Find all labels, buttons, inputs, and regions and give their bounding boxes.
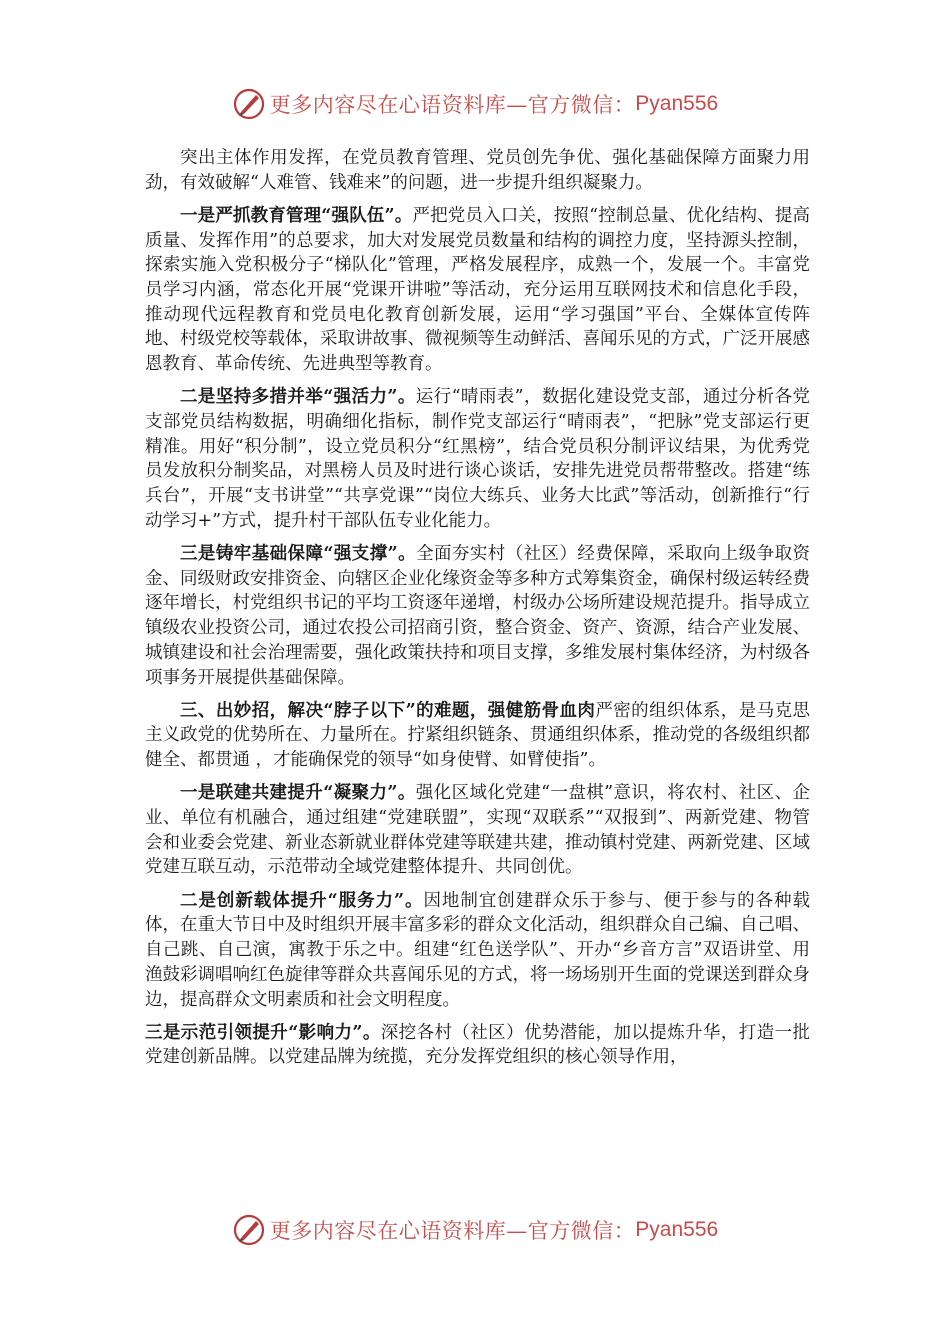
paragraph [145, 146, 810, 195]
section-heading: 三、出妙招，解决“脖子以下”的难题，强健筋骨血肉 [180, 700, 596, 721]
paragraph [145, 542, 810, 690]
paragraph-body: 强化区域化党建“一盘棋”意识，将农村、社区、企业、单位有机融合，通过组建“党建联盟”，实现“双联系”“双报到”、两新党建、物管会和业委会党建、新业态新就业群体党建等联建共建，推动镇村党建、两新党建、区域党建互联互动，示范带动全域党建整体提升、共同创优。 [145, 783, 810, 878]
paragraph-body: 全面夯实村（社区）经费保障，采取向上级争取资金、同级财政安排资金、向辖区企业化缘资金等多种方式筹集资金，确保村级运转经费逐年增长，村党组织书记的平均工资逐年递增，村级办公场所建设规范提升。指导成立镇级农业投资公司，通过农投公司招商引资，整合资金、资产、资源，结合产业发展、城镇建设和社会治理需要，强化政策扶持和项目支撑，多维发展村集体经济，为村级各项事务开展提供基础保障。 [145, 544, 810, 688]
paragraph [145, 1021, 810, 1070]
paragraph-lead: 一是联建共建提升“凝聚力”。 [180, 783, 416, 804]
paragraph [145, 385, 810, 533]
banner-text: 更多内容尽在心语资料库—官方微信： [269, 93, 636, 117]
paragraph-lead: 二是坚持多措并举“强活力”。 [180, 387, 416, 408]
paragraph [145, 889, 810, 1013]
paragraph-lead: 二是创新载体提升“服务力”。 [180, 890, 424, 911]
paragraph-body: 严把党员入口关，按照“控制总量、优化结构、提高质量、发挥作用”的总要求，加大对发展党员数量和结构的调控力度，坚持源头控制，探索实施入党积极分子“梯队化”管理，严格发展程序，成熟一个，发展一个。丰富党员学习内涵，常态化开展“党课开讲啦”等活动，充分运用互联网技术和信息化手段，推动现代远程教育和党员电化教育创新发展，运用“学习强国”平台、全媒体宣传阵地、村级党校等载体，采取讲故事、微视频等生动鲜活、喜闻乐见的方式，广泛开展感恩教育、革命传统、先进典型等教育。 [145, 205, 810, 375]
paragraph-body: 深挖各村（社区）优势潜能，加以提炼升华，打造一批党建创新品牌。以党建品牌为统揽，充分发挥党组织的核心领导作用， [145, 1022, 811, 1068]
paragraph-body: 因地制宜创建群众乐于参与、便于参与的各种载体，在重大节日中及时组织开展丰富多彩的群众文化活动，组织群众自己编、自己唱、自己跳、自己演，寓教于乐之中。组建“红色送学队”、开办“乡音方言”双语讲堂、用渔鼓彩调唱响红色旋律等群众共喜闻乐见的方式，将一场场别开生面的党课送到群众身边，提高群众文明素质和社会文明程度。 [145, 890, 811, 1010]
wechat-id: Pyan556 [635, 1218, 719, 1241]
paragraph-body: 运行“晴雨表”，数据化建设党支部，通过分析各党支部党员结构数据，明确细化指标，制作党支部运行“晴雨表”，“把脉”党支部运行更精准。用好“积分制”，设立党员积分“红黑榜”，结合党员积分制评议结果，为优秀党员发放积分制奖品，对黑榜人员及时进行谈心谈话，安排先进党员帮带整改。搭建“练兵台”，开展“支书讲堂”“共享党课”“岗位大练兵、业务大比武”等活动，创新推行“行动学习+”方式，提升村干部队伍专业化能力。 [145, 387, 810, 531]
paragraph-lead: 三是示范引领提升“影响力”。 [145, 1022, 381, 1043]
paragraph-body: 突出主体作用发挥，在党员教育管理、党员创先争优、强化基础保障方面聚力用劲，有效破解“人难管、钱难来”的问题，进一步提升组织凝聚力。 [145, 148, 810, 193]
article-body [145, 146, 810, 1079]
pen-circle-icon [232, 1213, 266, 1247]
section-heading-paragraph [145, 699, 810, 773]
paragraph [145, 204, 810, 377]
header-banner [0, 84, 950, 124]
paragraph-lead: 一是严抓教育管理“强队伍”。 [180, 205, 413, 226]
footer-banner [0, 1210, 950, 1250]
pen-circle-icon [232, 87, 266, 121]
paragraph-body: 严密的组织体系，是马克思主义政党的优势所在、力量所在。拧紧组织链条、贯通组织体系，推动党的各级组织都健全、都贯通 ，才能确保党的领导“如身使臂、如臂使指”。 [145, 700, 810, 771]
wechat-id: Pyan556 [635, 92, 719, 115]
paragraph [145, 781, 810, 880]
banner-text: 更多内容尽在心语资料库—官方微信： [269, 1219, 636, 1243]
paragraph-lead: 三是铸牢基础保障“强支撑”。 [180, 544, 417, 565]
